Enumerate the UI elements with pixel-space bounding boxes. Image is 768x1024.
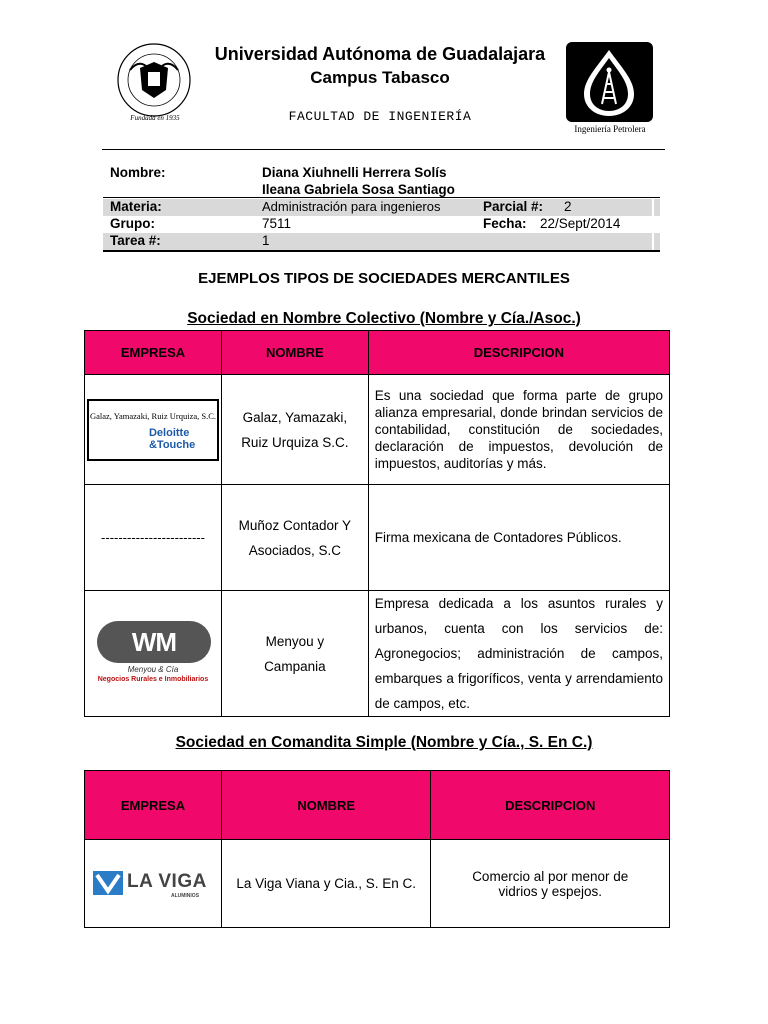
materia-label: Materia:: [110, 199, 162, 214]
nombre-line1: Muñoz Contador Y: [238, 517, 351, 533]
info-row-tarea: [103, 233, 660, 250]
header-divider: [102, 149, 665, 150]
nombre-value-1: Diana Xiuhnelli Herrera Solís: [262, 165, 447, 180]
menyou-logo-sub1: Menyou & Cía: [127, 664, 179, 674]
nombre-line1: Menyou y: [265, 633, 325, 649]
grupo-label: Grupo:: [110, 216, 155, 231]
main-heading: EJEMPLOS TIPOS DE SOCIEDADES MERCANTILES: [198, 270, 570, 287]
campus-title: Campus Tabasco: [310, 68, 450, 87]
column-header-nombre: NOMBRE: [221, 331, 368, 375]
table-row: [85, 591, 670, 717]
deloitte-logo-top: Galaz, Yamazaki, Ruiz Urquiza, S.C.: [89, 410, 217, 421]
empresa-cell: ------------------------: [85, 485, 222, 591]
parcial-label: Parcial #:: [483, 199, 544, 214]
tarea-label: Tarea #:: [110, 233, 161, 248]
row-end-mark: [652, 233, 654, 250]
column-header-empresa: EMPRESA: [85, 771, 222, 840]
deloitte-logo-line1: Deloitte: [148, 426, 190, 439]
menyou-logo-sub2: Negocios Rurales e Inmobiliarios: [97, 675, 209, 683]
info-divider: [103, 197, 660, 198]
info-row-materia: [103, 199, 660, 216]
tarea-value: 1: [262, 233, 270, 248]
nombre-label: Nombre:: [110, 165, 166, 180]
table-header-row: [85, 771, 670, 840]
la-viga-logo: [91, 869, 215, 899]
table-row: [85, 840, 670, 928]
materia-value: Administración para ingenieros: [262, 199, 441, 214]
nombre-line2: Asociados, S.C: [248, 542, 341, 558]
seal-caption: Fundada en 1935: [130, 114, 180, 122]
nombre-line1: Galaz, Yamazaki,: [242, 409, 348, 425]
university-title: Universidad Autónoma de Guadalajara: [214, 44, 546, 64]
column-header-empresa: EMPRESA: [85, 331, 222, 375]
column-header-descripcion: DESCRIPCION: [368, 331, 669, 375]
deloitte-logo: [87, 399, 219, 461]
table-header-row: [85, 331, 670, 375]
grupo-value: 7511: [262, 216, 292, 231]
parcial-value: 2: [564, 199, 572, 214]
descripcion-cell: Es una sociedad que forma parte de grupo alianza empresarial, donde brindan servicios de contabilidad, constitución de sociedades, declaración de impuestos, devolución de impuestos, auditorías y más.: [368, 375, 669, 485]
nombre-cell: La Viga Viana y Cia., S. En C.: [221, 840, 431, 928]
university-seal-logo: [110, 40, 198, 124]
faculty-title: FACULTAD DE INGENIERÍA: [288, 109, 472, 124]
la-viga-logo-text: LA VIGA: [126, 870, 207, 892]
section1-heading: Sociedad en Nombre Colectivo (Nombre y Cía./Asoc.): [187, 310, 581, 327]
la-viga-logo-small: ALUMINIOS: [170, 892, 200, 899]
column-header-descripcion: DESCRIPCION: [431, 771, 670, 840]
nombre-cell: [221, 375, 368, 485]
nombre-cell: [221, 485, 368, 591]
nombre-line2: Campania: [264, 658, 326, 674]
menyou-logo-mark: WM: [131, 626, 177, 657]
empresa-cell: [85, 591, 222, 717]
la-viga-logo-mark: [93, 871, 123, 895]
fecha-value: 22/Sept/2014: [540, 216, 621, 231]
descripcion-cell: Firma mexicana de Contadores Públicos.: [368, 485, 669, 591]
fecha-label: Fecha:: [483, 216, 527, 231]
menyou-logo: [91, 619, 215, 689]
empresa-cell: [85, 375, 222, 485]
table-comandita-simple: [84, 770, 670, 928]
table-row: [85, 485, 670, 591]
deloitte-logo-line2: &Touche: [148, 438, 196, 451]
descripcion-cell: Comercio al por menor de vidrios y espejos.: [431, 840, 670, 928]
nombre-value-2: Ileana Gabriela Sosa Santiago: [262, 182, 455, 197]
row-end-mark: [652, 199, 654, 216]
empresa-cell: [85, 840, 222, 928]
info-bottom-divider: [103, 250, 660, 252]
nombre-line2: Ruiz Urquiza S.C.: [241, 434, 349, 450]
petroleum-caption: Ingeniería Petrolera: [574, 124, 646, 134]
info-row-nombre: [103, 165, 660, 182]
info-row-grupo: [103, 216, 660, 233]
column-header-nombre: NOMBRE: [221, 771, 431, 840]
descripcion-cell: Empresa dedicada a los asuntos rurales y urbanos, cuenta con los servicios de: Agronegocios; administración de campos, embarques a frigoríficos, venta y arrendamiento de campos, etc.: [368, 591, 669, 717]
table-nombre-colectivo: [84, 330, 670, 717]
petroleum-engineering-logo: [566, 42, 653, 122]
table-row: [85, 375, 670, 485]
nombre-cell: [221, 591, 368, 717]
section2-heading: Sociedad en Comandita Simple (Nombre y Cía., S. En C.): [175, 734, 593, 751]
